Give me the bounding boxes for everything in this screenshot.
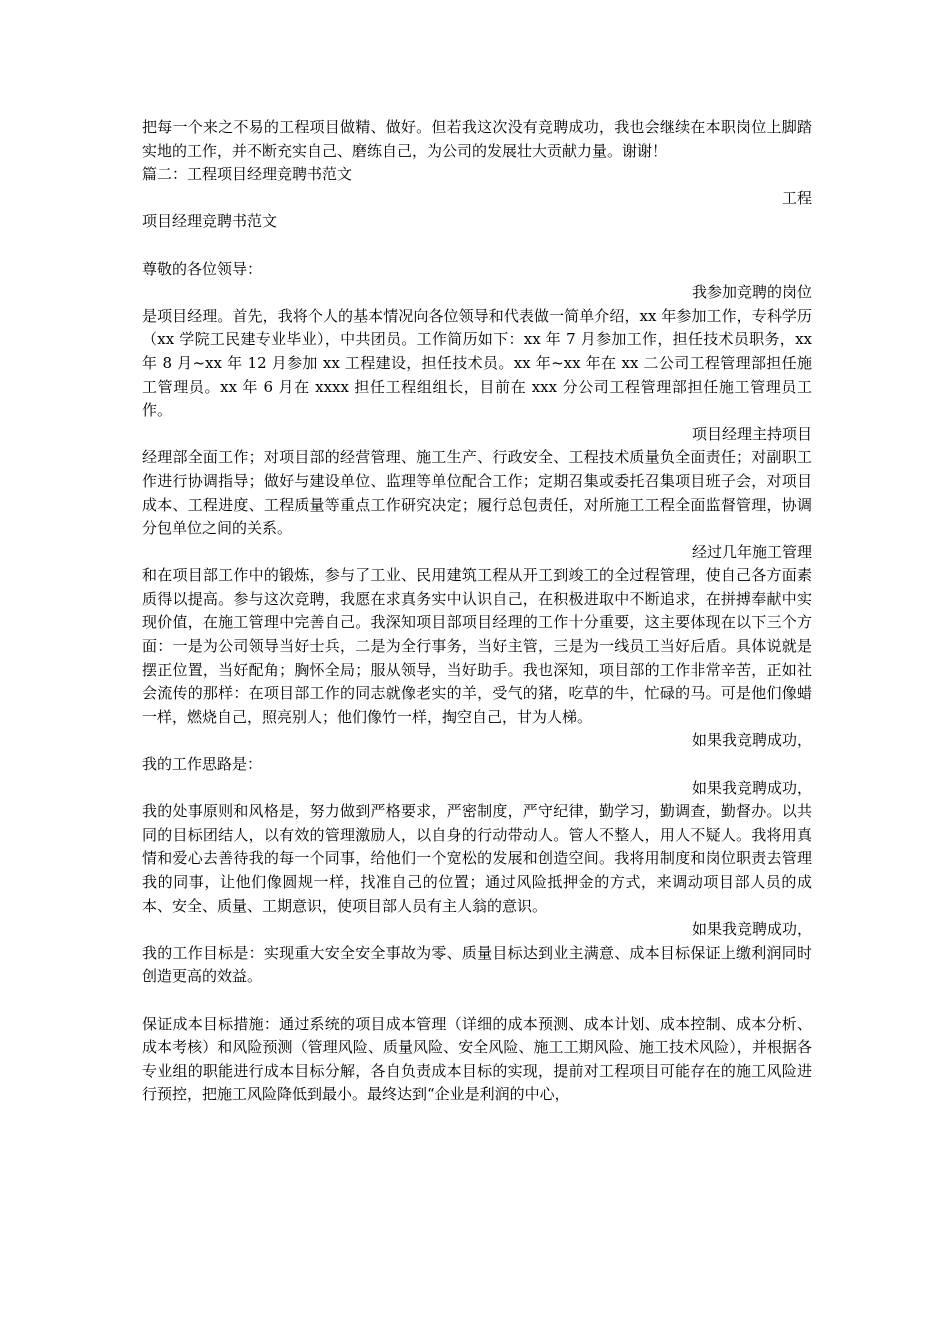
paragraph-work-approach: 我的工作思路是： bbox=[142, 755, 263, 774]
paragraph-goals: 我的工作目标是：实现重大安全安全事故为零、质量目标达到业主满意、成本目标保证上缴利润同时创造更高的效益。 bbox=[142, 943, 812, 986]
paragraph-experience: 和在项目部工作中的锻炼，参与了工业、民用建筑工程从开工到竣工的全过程管理，使自己各方面素质得以提高。参与这次竞聘，我愿在求真务实中认识自己，在积极进取中不断追求，在拼搏奉献中实现价值，在施工管理中完善自己。我深知项目部项目经理的工作十分重要，这主要体现在以下三个方面：一是为公司领导当好士兵，二是为全行事务，当好主管，三是为一线员工当好后盾。具体说就是摆正位置，当好配角；胸怀全局；服从领导，当好助手。我也深知，项目部的工作非常辛苦，正如社会流传的那样：在项目部工作的同志就像老实的羊，受气的猪，吃草的牛，忙碌的马。可是他们像蜡一样，燃烧自己，照亮别人；他们像竹一样，掏空自己，甘为人梯。 bbox=[142, 566, 812, 726]
paragraph-lead-right: 如果我竞聘成功， bbox=[691, 920, 812, 939]
paragraph-lead-right: 如果我竞聘成功， bbox=[691, 778, 812, 797]
paragraph-lead-right: 如果我竞聘成功， bbox=[691, 731, 812, 750]
title-fragment-right: 工程 bbox=[781, 188, 812, 207]
paragraph-closing: 把每一个来之不易的工程项目做精、做好。但若我这次没有竞聘成功，我也会继续在本职岗位上脚踏实地的工作，并不断充实自己、磨练自己，为公司的发展壮大贡献力量。谢谢！ bbox=[142, 118, 812, 160]
paragraph-duties: 经理部全面工作；对项目部的经营管理、施工生产、行政安全、工程技术质量负全面责任；对副职工作进行协调指导；做好与建设单位、监理等单位配合工作；定期召集或委托召集项目班子会，对项目成本、工程进度、工程质量等重点工作研究决定；履行总包责任，对所施工工程全面监督管理，协调分包单位之间的关系。 bbox=[142, 448, 812, 538]
paragraph-lead-right: 经过几年施工管理 bbox=[691, 542, 812, 561]
blank-line bbox=[142, 989, 812, 1013]
title-fragment-left: 项目经理竞聘书范文 bbox=[142, 212, 278, 231]
document-body bbox=[142, 116, 812, 1107]
paragraph-cost-measures: 保证成本目标措施：通过系统的项目成本管理（详细的成本预测、成本计划、成本控制、成本分析、成本考核）和风险预测（管理风险、质量风险、安全风险、施工工期风险、施工技术风险），并根据各专业组的职能进行成本目标分解，各自负责成本目标的实现，提前对工程项目可能存在的施工风险进行预控，把施工风险降低到最小。最终达到“企业是利润的中心， bbox=[142, 1014, 812, 1104]
paragraph-intro: 是项目经理。首先，我将个人的基本情况向各位领导和代表做一简单介绍，xx 年参加工作，专科学历（xx 学院工民建专业毕业），中共团员。工作简历如下：xx 年 7 月参加工作，担任技术员职务，xx 年 8 月~xx 年 12 月参加 xx 工程建设，担任技术员。xx 年~xx 年在 xx 二公司工程管理部担任施工管理员。xx 年 6 月在 xxxx 担任工程组组长，目前在 xxx 分公司工程管理部担任施工管理员工作。 bbox=[142, 306, 812, 420]
paragraph-lead-right: 项目经理主持项目 bbox=[691, 424, 812, 443]
salutation: 尊敬的各位领导： bbox=[142, 259, 263, 278]
section-heading: 篇二：工程项目经理竞聘书范文 bbox=[142, 165, 353, 184]
paragraph-lead-right: 我参加竞聘的岗位 bbox=[691, 283, 812, 302]
blank-line bbox=[142, 234, 812, 258]
paragraph-principles: 我的处事原则和风格是，努力做到严格要求，严密制度，严守纪律，勤学习，勤调查，勤督办。以共同的目标团结人，以有效的管理激励人，以自身的行动带动人。管人不整人，用人不疑人。我将用真情和爱心去善待我的每一个同事，给他们一个宽松的发展和创造空间。我将用制度和岗位职责去管理我的同事，让他们像圆规一样，找准自己的位置；通过风险抵押金的方式，来调动项目部人员的成本、安全、质量、工期意识，使项目部人员有主人翁的意识。 bbox=[142, 802, 812, 915]
